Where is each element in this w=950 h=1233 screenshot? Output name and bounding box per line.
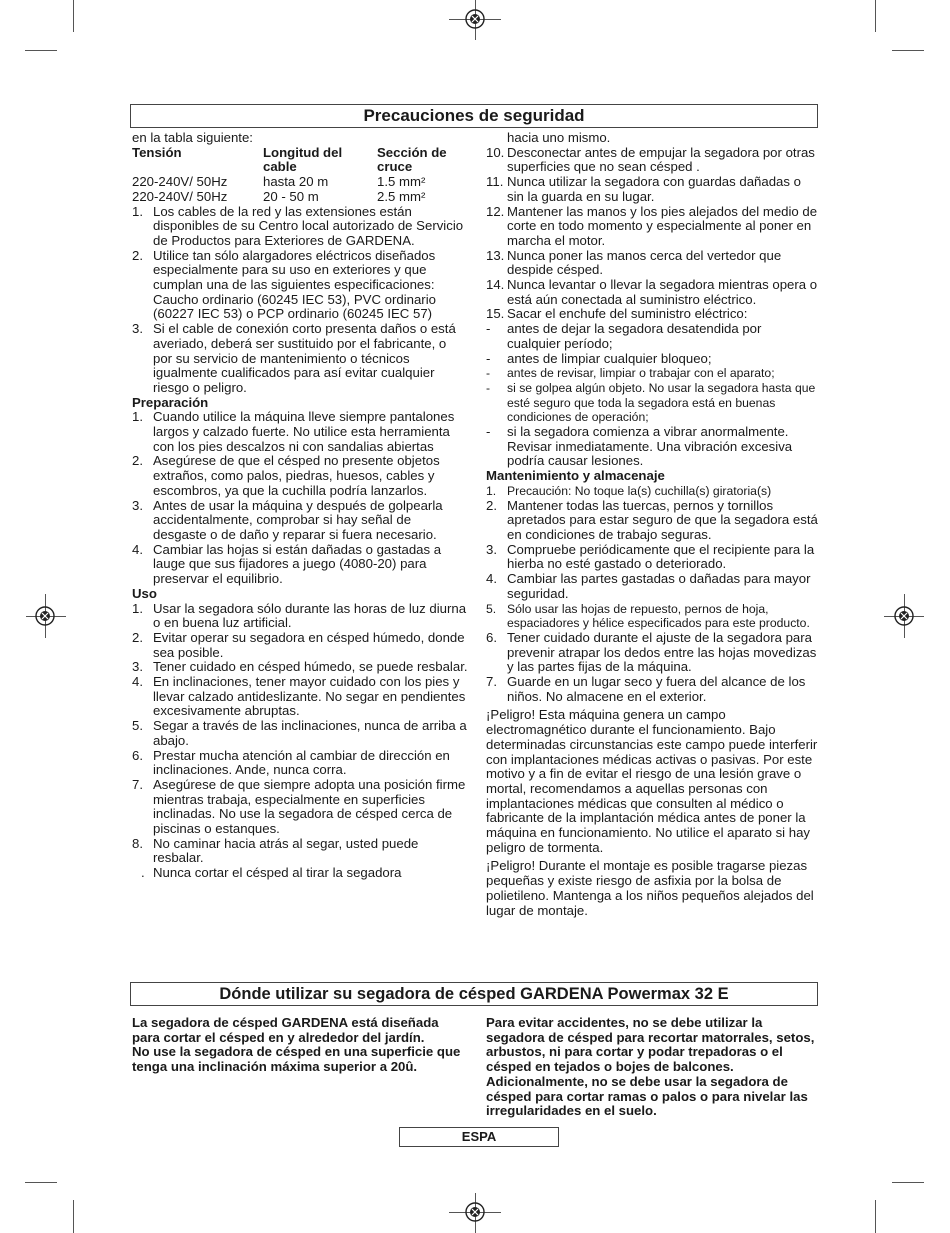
list-item [132, 454, 468, 498]
list-item [486, 425, 818, 469]
continuation-text: hacia uno mismo. [507, 130, 611, 145]
item-text: Mantener todas las tuercas, pernos y tornillos apretados para estar seguro de que la segadora está en condiciones de trabajo seguras. [507, 497, 818, 542]
list-item [486, 322, 818, 351]
unplug-list [486, 322, 818, 469]
item-number: 3. [132, 659, 143, 675]
item-number: 12. [486, 203, 505, 219]
table-header-cell: Tensión [132, 144, 182, 160]
item-text: antes de limpiar cualquier bloqueo; [507, 350, 712, 366]
cable-table [132, 146, 468, 205]
item-text: Evitar operar su segadora en césped húmedo, donde sea posible. [153, 629, 465, 660]
item-text: Sacar el enchufe del suministro eléctrico: [507, 306, 748, 322]
table-cell: 220-240V/ 50Hz [132, 174, 228, 190]
table-header-cell: Sección de cruce [377, 144, 447, 175]
item-text: Cambiar las partes gastadas o dañadas para mayor seguridad. [507, 571, 811, 601]
list-item [486, 278, 818, 307]
intro-text: en la tabla siguiente: [132, 130, 253, 145]
item-number: 4. [486, 571, 497, 587]
item-number: 1. [486, 483, 497, 498]
table-cell: 220-240V/ 50Hz [132, 188, 228, 204]
item-number: 11. [486, 174, 504, 190]
crop-mark [25, 1182, 57, 1183]
list-item [132, 749, 468, 778]
item-number: 6. [132, 747, 143, 763]
preparacion-heading: Preparación [132, 394, 209, 410]
left-column [132, 131, 468, 881]
item-text: Prestar mucha atención al cambiar de dirección en inclinaciones. Ande, nunca corra. [153, 747, 450, 778]
item-text: Cambiar las hojas si están dañadas o gastadas a lauge que sus fijadores a juego (4080-20) para preservar el equilibrio. [153, 541, 442, 587]
uso-heading: Uso [132, 585, 157, 601]
registration-mark-icon [464, 1201, 486, 1223]
crop-mark [892, 1182, 924, 1183]
bullet-dash: - [486, 350, 491, 366]
item-text: antes de dejar la segadora desatendida por cualquier período; [507, 321, 762, 351]
table-row [132, 175, 468, 190]
uso-list [132, 602, 468, 881]
item-text: Asegúrese de que el césped no presente objetos extraños, como palos, piedras, huesos, cables y escombros, ya que la cuchilla podría lanzarlos. [153, 453, 440, 498]
list-item [132, 602, 468, 631]
list-item [132, 660, 468, 675]
item-number: 7. [132, 776, 143, 792]
item-number: 3. [132, 321, 143, 337]
item-text: Utilice tan sólo alargadores eléctricos diseñados especialmente para su uso en exteriores y que cumplan una de las siguientes especificaciones: Caucho ordinario (60245 IEC 53), PVC ordinario (60227 IEC 53) o PCP ordinario (60245 IEC 57) [153, 247, 436, 322]
item-text: Tener cuidado durante el ajuste de la segadora para prevenir atrapar los dedos entre las hojas movedizas y las partes fijas de la máquina. [507, 629, 817, 675]
usage-paragraph: No use la segadora de césped en una superficie que tenga una inclinación máxima superior a 20û. [132, 1044, 461, 1075]
item-text: Mantener las manos y los pies alejados del medio de corte en todo momento y especialmente al poner en marcha el motor. [507, 203, 818, 248]
list-item [486, 366, 818, 381]
item-text: antes de revisar, limpiar o trabajar con el aparato; [507, 366, 775, 381]
bullet-dash: - [486, 321, 491, 337]
bullet-dash: - [486, 424, 491, 440]
bullet-dash: - [486, 366, 491, 381]
crop-mark [25, 50, 57, 51]
mantenimiento-list [486, 484, 818, 705]
item-number: 5. [132, 718, 143, 734]
item-number: 2. [132, 453, 143, 469]
item-text: Tener cuidado en césped húmedo, se puede resbalar. [153, 659, 468, 675]
cable-list [132, 205, 468, 396]
list-item [486, 381, 818, 425]
registration-mark-icon [464, 8, 486, 30]
section-title: Precauciones de seguridad [130, 104, 818, 128]
list-item [132, 499, 468, 543]
table-cell: 1.5 mm² [377, 174, 426, 190]
list-item [132, 205, 468, 249]
list-item [486, 499, 818, 543]
usage-title: Dónde utilizar su segadora de césped GARDENA Powermax 32 E [130, 982, 818, 1006]
usage-left-text [132, 1016, 468, 1075]
list-item [132, 631, 468, 660]
item-text: Nunca poner las manos cerca del vertedor que despide césped. [507, 247, 782, 278]
item-text: Precaución: No toque la(s) cuchilla(s) giratoria(s) [507, 483, 772, 498]
table-header-row [132, 146, 468, 175]
table-cell: 2.5 mm² [377, 188, 426, 204]
list-item [486, 352, 818, 367]
item-number: 6. [486, 629, 497, 645]
item-number: . [141, 865, 145, 881]
list-item [486, 249, 818, 278]
registration-mark-icon [893, 605, 915, 627]
list-item [486, 631, 818, 675]
item-text: Cuando utilice la máquina lleve siempre pantalones largos y calzado fuerte. No utilice esta herramienta con los pies descalzos ni con sandalias abiertas [153, 409, 455, 454]
item-number: 2. [132, 629, 143, 645]
item-text: Sólo usar las hojas de repuesto, pernos de hoja, espaciadores y hélice especificados para este producto. [507, 601, 810, 631]
list-item [132, 719, 468, 748]
list-item [486, 175, 818, 204]
usage-right-text [486, 1016, 818, 1119]
item-text: Antes de usar la máquina y después de golpearla accidentalmente, comprobar si hay señal de desgaste o de daño y reparar si fuera necesario. [153, 497, 443, 542]
item-text: No caminar hacia atrás al segar, usted puede resbalar. [153, 835, 419, 866]
item-number: 3. [132, 497, 143, 513]
crop-mark [875, 0, 876, 32]
list-item [132, 837, 468, 866]
item-number: 7. [486, 674, 497, 690]
table-row [132, 190, 468, 205]
item-number: 1. [132, 600, 143, 616]
item-number: 4. [132, 541, 143, 557]
item-number: 15. [486, 306, 505, 322]
item-text: En inclinaciones, tener mayor cuidado con los pies y llevar calzado antideslizante. No segar en pendientes excesivamente abruptas. [153, 674, 466, 719]
list-item [132, 866, 468, 881]
list-item [132, 675, 468, 719]
list-item [132, 410, 468, 454]
uso-list-continued [486, 146, 818, 322]
item-number: 14. [486, 277, 505, 293]
item-number: 8. [132, 835, 143, 851]
registration-mark-icon [34, 605, 56, 627]
item-text: Nunca cortar el césped al tirar la segadora [153, 865, 402, 881]
crop-mark [875, 1200, 876, 1233]
list-item [486, 675, 818, 704]
table-header-cell: Longitud del cable [263, 144, 343, 175]
list-item [486, 146, 818, 175]
item-text: Nunca utilizar la segadora con guardas dañadas o sin la guarda en su lugar. [507, 174, 801, 204]
list-item [132, 322, 468, 396]
item-text: Usar la segadora sólo durante las horas de luz diurna o en buena luz artificial. [153, 600, 467, 631]
item-number: 13. [486, 247, 505, 263]
crop-mark [73, 0, 74, 32]
bullet-dash: - [486, 380, 491, 395]
list-item [486, 572, 818, 601]
item-number: 2. [486, 497, 497, 513]
list-item [132, 249, 468, 323]
item-text: si la segadora comienza a vibrar anormalmente. Revisar inmediatamente. Una vibración excesiva podría causar lesiones. [507, 424, 793, 469]
list-item [132, 543, 468, 587]
item-text: Desconectar antes de empujar la segadora por otras superficies que no sean césped . [507, 144, 815, 175]
item-text: Segar a través de las inclinaciones, nunca de arriba a abajo. [153, 718, 467, 748]
list-item [486, 205, 818, 249]
preparacion-list [132, 410, 468, 586]
crop-mark [892, 50, 924, 51]
item-number: 3. [486, 541, 497, 557]
table-cell: 20 - 50 m [263, 188, 319, 204]
item-text: Guarde en un lugar seco y fuera del alcance de los niños. No almacene en el exterior. [507, 674, 806, 704]
list-item [486, 307, 818, 322]
list-item [486, 543, 818, 572]
right-column [486, 131, 818, 922]
item-number: 1. [132, 409, 143, 425]
item-text: Asegúrese de que siempre adopta una posición firme mientras trabaja, especialmente en superficies inclinadas. No use la segadora de césped cerca de piscinas o estanques. [153, 776, 466, 837]
list-item [486, 484, 818, 499]
item-text: Si el cable de conexión corto presenta daños o está averiado, deberá ser sustituido por el fabricante, o por su servicio de mantenimiento o técnicos igualmente cualificados para así evitar cualquier riesgo o peligro. [153, 321, 456, 395]
mantenimiento-heading: Mantenimiento y almacenaje [486, 468, 665, 484]
item-text: Nunca levantar o llevar la segadora mientras opera o está aún conectada al suministro eléctrico. [507, 277, 818, 307]
item-number: 10. [486, 144, 505, 160]
usage-paragraph: La segadora de césped GARDENA está diseñada para cortar el césped en y alrededor del jardín. [132, 1015, 439, 1045]
danger-warning-electromagnetic: ¡Peligro! Esta máquina genera un campo electromagnético durante el funcionamiento. Bajo determinadas circunstancias este campo puede interferir con implantaciones médicas activas o pasivas. Por este motivo y a fin de evitar el riesgo de una lesión grave o mortal, recomendamos a aquellas personas con implantaciones médicas que consulten al médico o fabricante de la implantación médica antes de poner la máquina en funcionamiento. No utilice el aparato si hay peligro de tormenta. [486, 707, 818, 855]
usage-paragraph: Para evitar accidentes, no se debe utilizar la segadora de césped para recortar matorrales, setos, arbustos, ni para cortar y podar trepadoras o el césped en tejados o bojes de balcones. Adicionalmente, no se debe usar la segadora de césped para cortar ramas o palos o para nivelar las irregularidades en el suelo. [486, 1015, 815, 1119]
list-item [132, 778, 468, 837]
item-number: 2. [132, 247, 143, 263]
item-text: si se golpea algún objeto. No usar la segadora hasta que esté seguro que toda la segadora está en buenas condiciones de operación; [507, 380, 816, 425]
item-number: 4. [132, 674, 143, 690]
list-item [486, 602, 818, 631]
item-number: 5. [486, 601, 497, 616]
language-footer: ESPA [399, 1127, 559, 1147]
table-cell: hasta 20 m [263, 174, 329, 190]
crop-mark [73, 1200, 74, 1233]
item-text: Compruebe periódicamente que el recipiente para la hierba no esté gastado o deteriorado. [507, 541, 815, 572]
item-text: Los cables de la red y las extensiones están disponibles de su Centro local autorizado de Servicio de Productos para Exteriores de GARDENA. [153, 203, 464, 248]
item-number: 1. [132, 203, 143, 219]
danger-warning-assembly: ¡Peligro! Durante el montaje es posible tragarse piezas pequeñas y existe riesgo de asfixia por la bolsa de polietileno. Mantenga a los niños pequeños alejados del lugar de montaje. [486, 858, 814, 918]
